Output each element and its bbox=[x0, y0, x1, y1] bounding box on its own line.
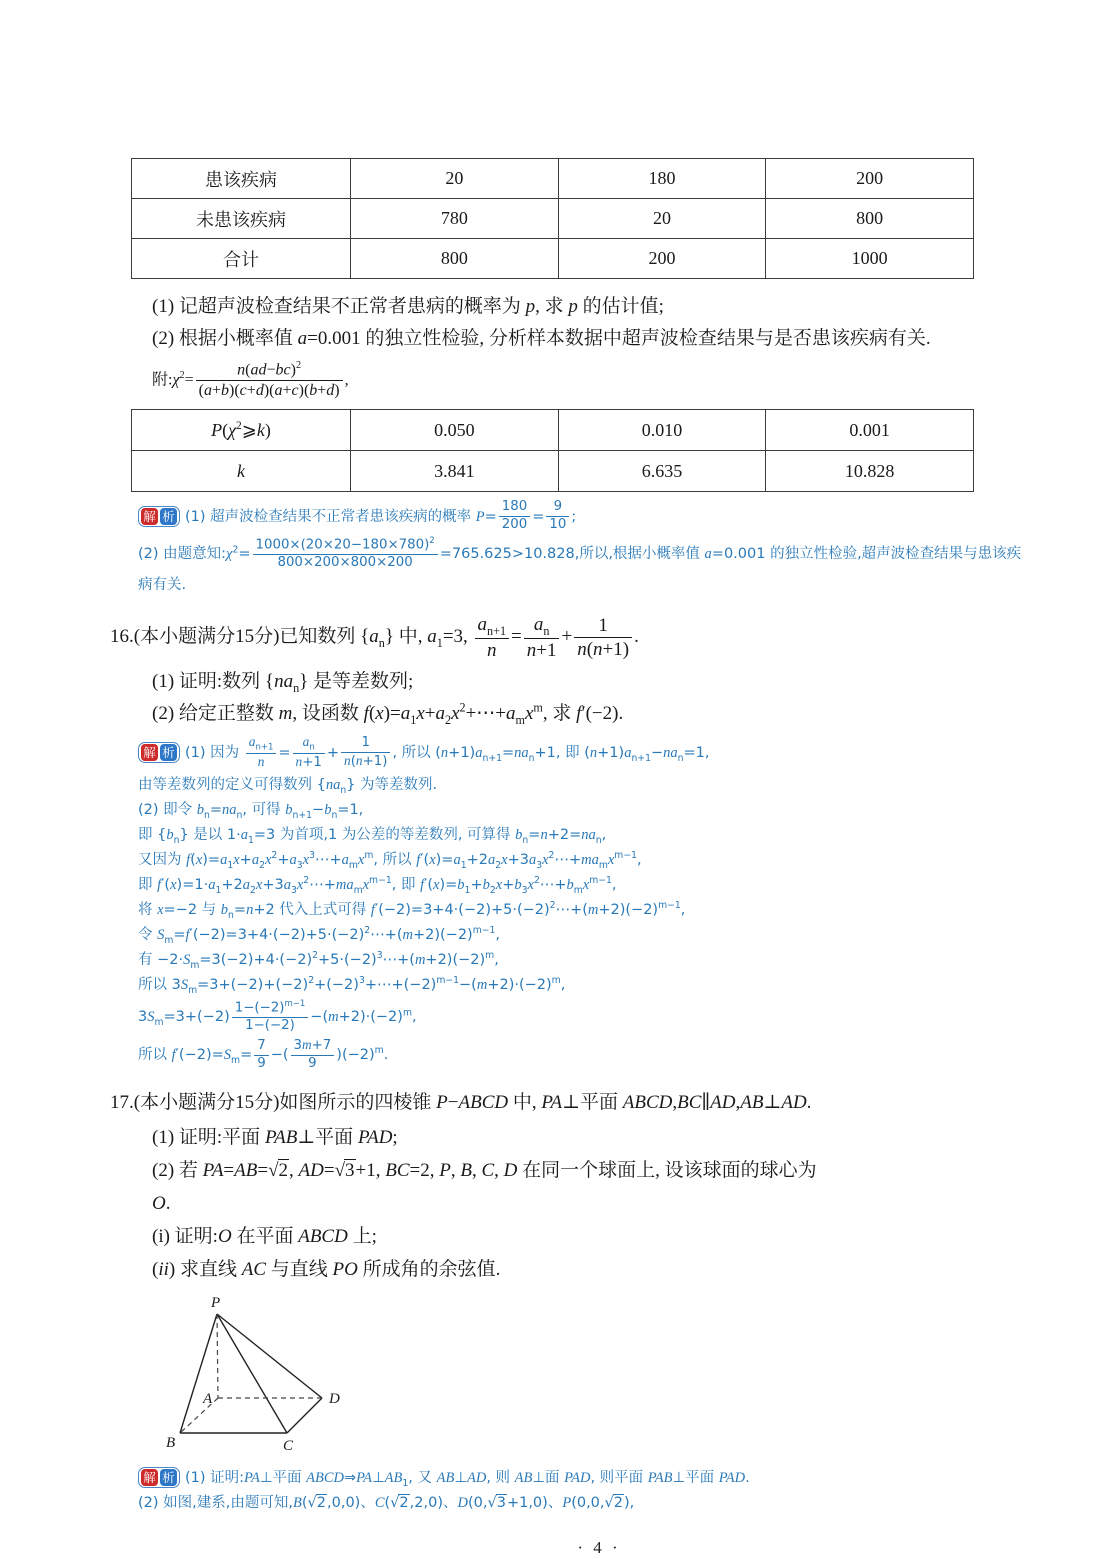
q17-part2: (2) 若 PA=AB=√2, AD=√3+1, BC=2, P, B, C, D 在同一个球面上, 设该球面的球心为 bbox=[152, 1160, 817, 1182]
solution-line: (2) 如图,建系,由题可知,B(√2,0,0)、C(√2,2,0)、D(0,√3+1,0)、P(0,0,√2), bbox=[138, 1494, 635, 1511]
table-cell: 200 bbox=[558, 239, 766, 279]
jie-badge: 解 bbox=[141, 508, 158, 525]
solution-line: (2) 即令 $b_n=na_n$, 可得 $b_{n+1}-b_n=1$, bbox=[138, 801, 364, 821]
jie-badge: 解 bbox=[141, 1469, 158, 1486]
q17-part1: (1) 证明:平面 PAB⊥平面 PAD; bbox=[152, 1127, 398, 1149]
table-row bbox=[132, 410, 974, 451]
solution-line: 又因为 $f(x)=a_1x+a_2x^2+a_3x^3\cdots+a_mx^m$, 所以 $f'(x)=a_1+2a_2x+3a_3x^2\cdots+ma_mx^{m-1}$, bbox=[138, 849, 642, 871]
vertex-label-a: A bbox=[203, 1391, 213, 1408]
jiexi-badge bbox=[138, 1467, 180, 1488]
q17-title: 17.(本小题满分15分)如图所示的四棱锥 P−ABCD 中, PA⊥平面 ABCD,BC∥AD,AB⊥AD. bbox=[110, 1092, 812, 1114]
table-cell: 200 bbox=[766, 159, 974, 199]
solution-line: 由等差数列的定义可得数列 $\{na_n\}$ 为等差数列. bbox=[138, 776, 438, 796]
solution-line bbox=[138, 735, 1088, 771]
solution-line bbox=[138, 500, 1088, 533]
solution-line: $3S_m=3+(-2)$ $\frac{1-(-2)^{m-1}}{1-(-2)}$ $-(m+2)\cdot(-2)^m$, bbox=[138, 998, 417, 1034]
xi-badge: 析 bbox=[160, 508, 177, 525]
jiexi-badge bbox=[138, 742, 180, 763]
table-cell: 10.828 bbox=[766, 451, 974, 492]
solution-line: 即 $f'(x)=1\cdot a_1+2a_2x+3a_3x^2\cdots+ma_mx^{m-1}$, 即 $f'(x)=b_1+b_2x+b_3x^2\cdots+b_mx^{m-1}$, bbox=[138, 874, 617, 896]
table-cell: 20 bbox=[558, 199, 766, 239]
q16-part1: (1) 证明:数列 $\{na_n\}$ 是等差数列; bbox=[152, 670, 414, 695]
table-cell: k bbox=[132, 451, 351, 492]
q16-title: 16.(本小题满分15分)已知数列 $\{a_n\}$ 中, $a_1=3$, $\frac{a_{n+1}}{n}$ = $\frac{a_n}{n+1}$ + $\frac{1}{n(n+1)}$ . bbox=[110, 614, 639, 662]
solution-text: (1) 证明:PA⊥平面 $ABCD\Rightarrow PA\perp AB_1$, 又 AB⊥AD, 则 AB⊥面 PAD, 则平面 PAB⊥平面 PAD. bbox=[185, 1469, 750, 1489]
solution-line: 有 $-2\cdot S_m=3(-2)+4\cdot(-2)^2+5\cdot(-2)^3\cdots+(m+2)(-2)^m$, bbox=[138, 949, 499, 971]
solution-line: 所以 $3S_m=3+(-2)+(-2)^2+(-2)^3+\cdots+(-2)^{m-1}-(m+2)\cdot(-2)^m$, bbox=[138, 974, 566, 996]
table-cell: 0.050 bbox=[351, 410, 559, 451]
table-cell: 1000 bbox=[766, 239, 974, 279]
pyramid-figure bbox=[155, 1294, 370, 1458]
q17-part-ii: (ii) 求直线 AC 与直线 PO 所成角的余弦值. bbox=[152, 1259, 501, 1281]
table-cell: 0.001 bbox=[766, 410, 974, 451]
edge-pc bbox=[217, 1314, 287, 1433]
chi-square-formula: 附$:\chi^2=$ $\frac{n(ad-bc)^2}{(a+b)(c+d)(a+c)(b+d)}$ , bbox=[152, 360, 349, 400]
edge-pd bbox=[217, 1314, 322, 1398]
edge-pa-hidden bbox=[217, 1314, 218, 1398]
table-row bbox=[132, 159, 974, 199]
solution-line: 所以 $f'(-2)=S_m=$ $\frac{7}{9}$ −( $\frac{3m+7}{9}$ )$(-2)^m$. bbox=[138, 1037, 389, 1072]
q15-part1: (1) 记超声波检查结果不正常者患病的概率为 p, 求 p 的估计值; bbox=[152, 296, 664, 317]
jie-badge: 解 bbox=[141, 744, 158, 761]
table-cell: 合计 bbox=[132, 239, 351, 279]
table-cell: 800 bbox=[766, 199, 974, 239]
edge-pb bbox=[180, 1314, 217, 1433]
vertex-label-p: P bbox=[211, 1295, 221, 1312]
solution-line: 病有关. bbox=[138, 577, 187, 594]
figure-container bbox=[155, 1294, 1088, 1463]
q17-analysis-block bbox=[138, 1467, 1088, 1514]
table-cell: 6.635 bbox=[558, 451, 766, 492]
table-row bbox=[132, 239, 974, 279]
q17-part-i: (i) 证明:O 在平面 ABCD 上; bbox=[152, 1226, 377, 1248]
table-cell: 20 bbox=[351, 159, 559, 199]
solution-line: 即 $\{b_n\}$ 是以 $1\cdot a_1=3$ 为首项,1 为公差的等差数列, 可算得 $b_n=n+2=na_n$, bbox=[138, 826, 607, 846]
table-row bbox=[132, 199, 974, 239]
solution-line: 令 $S_m=f'(-2)=3+4\cdot(-2)+5\cdot(-2)^2\cdots+(m+2)(-2)^{m-1}$, bbox=[138, 924, 501, 946]
solution-text: (1) 超声波检查结果不正常者患该疾病的概率 P= $\frac{180}{200}$ = $\frac{9}{10}$ ; bbox=[185, 499, 577, 533]
jiexi-badge bbox=[138, 506, 180, 527]
vertex-label-c: C bbox=[283, 1438, 294, 1455]
q15-part2: (2) 根据小概率值 a=0.001 的独立性检验, 分析样本数据中超声波检查结果与是否患该疾病有关. bbox=[152, 328, 931, 349]
solution-text: (1) 因为 $\frac{a_{n+1}}{n}$ = $\frac{a_n}{n+1}$ + $\frac{1}{n(n+1)}$ , 所以 $(n+1)a_{n+1}=na_n+1$, 即 $(n+1)a_{n+1}-na_n=1$, bbox=[185, 733, 710, 770]
solution-line: (2) 由题意知$:\chi^2=$ $\frac{1000\times(20\times 20-180\times 780)^2}{800\times 200\times 800\times 200}$ =765.625>10.828,所以,根据小概率值 a=0.001 的独立性检验,超声波检查结果与患该疾 bbox=[138, 536, 1022, 571]
table-cell: 3.841 bbox=[351, 451, 559, 492]
critical-value-table bbox=[131, 409, 974, 492]
solution-line: 将 x=−2 与 $b_n=n+2$ 代入上式可得 $f'(-2)=3+4\cdot(-2)+5\cdot(-2)^2\cdots+(m+2)(-2)^{m-1}$, bbox=[138, 899, 686, 921]
q15-analysis-block bbox=[138, 500, 1088, 596]
vertex-label-b: B bbox=[166, 1435, 176, 1452]
table-cell: 780 bbox=[351, 199, 559, 239]
table-row bbox=[132, 451, 974, 492]
table-cell: 180 bbox=[558, 159, 766, 199]
q16-part2: (2) 给定正整数 m, 设函数 $f(x)=a_1x+a_2x^2+\cdots+a_mx^m$, 求 f′(−2). bbox=[152, 700, 624, 727]
edge-cd bbox=[287, 1398, 322, 1433]
table-cell: $P(\chi^2⩾k)$ bbox=[132, 410, 351, 451]
q16-analysis-block bbox=[138, 735, 1088, 1072]
table-cell: 患该疾病 bbox=[132, 159, 351, 199]
table-cell: 800 bbox=[351, 239, 559, 279]
q17-part2-cont: O. bbox=[152, 1193, 171, 1215]
solution-line bbox=[138, 1467, 1088, 1489]
page-number: · 4 · bbox=[577, 1537, 621, 1557]
vertex-label-d: D bbox=[329, 1391, 340, 1408]
xi-badge: 析 bbox=[160, 744, 177, 761]
contingency-table bbox=[131, 158, 974, 279]
table-cell: 0.010 bbox=[558, 410, 766, 451]
table-cell: 未患该疾病 bbox=[132, 199, 351, 239]
xi-badge: 析 bbox=[160, 1469, 177, 1486]
